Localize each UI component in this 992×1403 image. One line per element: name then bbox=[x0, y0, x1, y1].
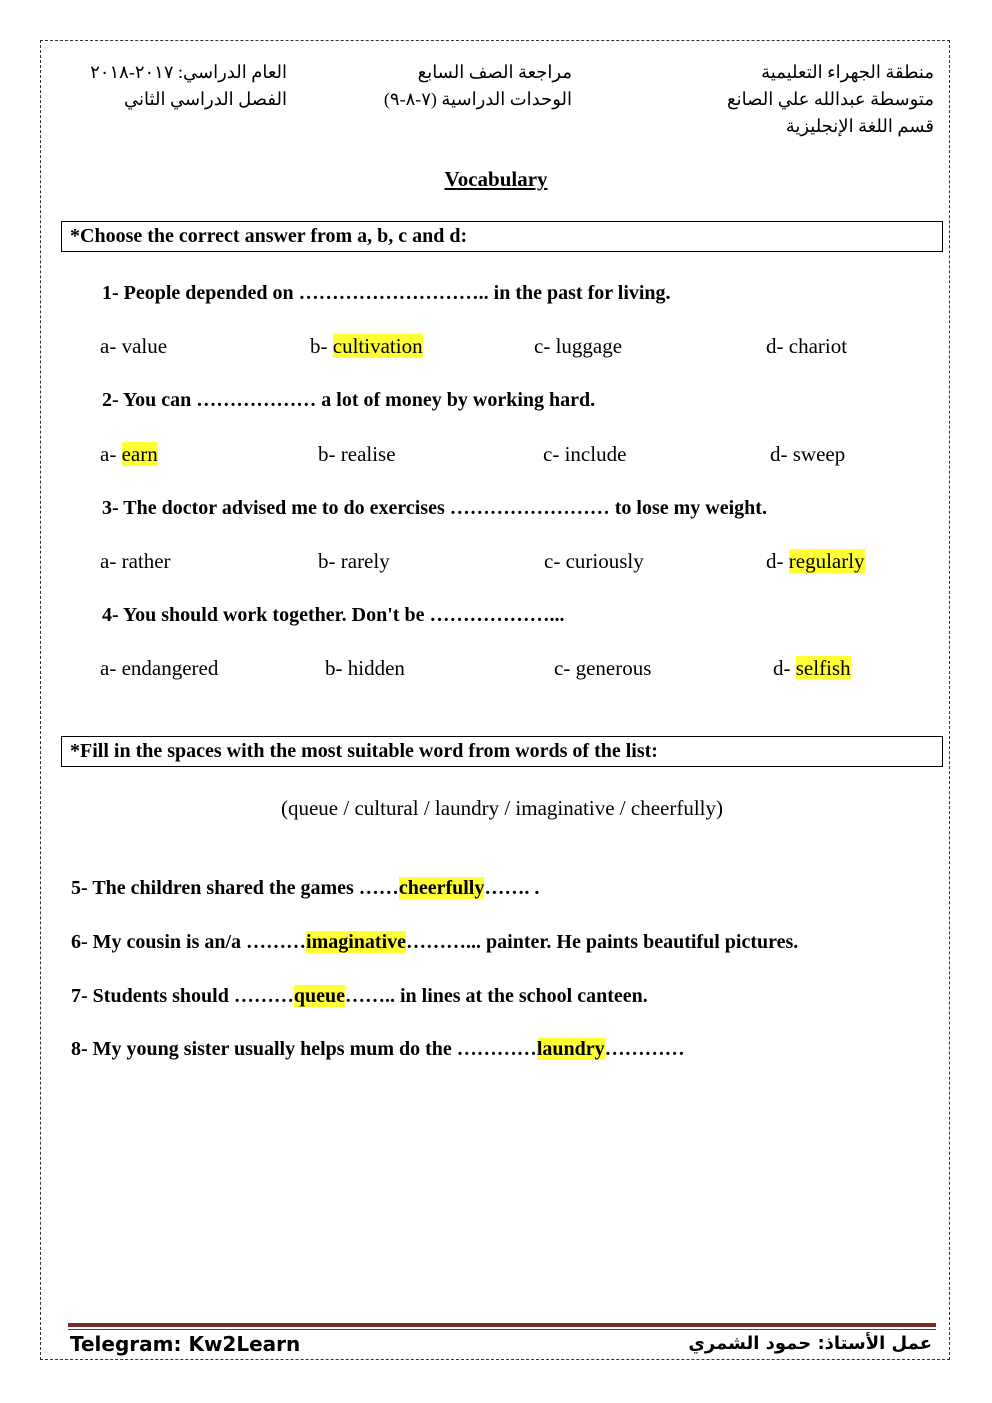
q3-option-c: c- curiously bbox=[544, 549, 644, 573]
question-1: 1- People depended on ……………………….. in the past for living. bbox=[102, 282, 671, 304]
q1-option-d-word: chariot bbox=[788, 334, 848, 358]
q3-option-d-word: regularly bbox=[788, 549, 865, 573]
question-2: 2- You can ……………… a lot of money by working hard. bbox=[102, 389, 596, 411]
section2-instruction: *Fill in the spaces with the most suitable word from words of the list: bbox=[61, 736, 943, 767]
fill-item-8: 8- My young sister usually helps mum do the …………laundry………… bbox=[71, 1038, 685, 1060]
page-title: Vocabulary bbox=[444, 167, 548, 191]
header-units: الوحدات الدراسية (٧-٨-٩) bbox=[383, 89, 572, 109]
q2-option-c-word: include bbox=[564, 442, 627, 466]
q2-option-d-word: sweep bbox=[792, 442, 846, 466]
fill-5-answer: cheerfully bbox=[398, 877, 485, 899]
q2-option-c: c- include bbox=[543, 442, 627, 466]
q3-option-b-word: rarely bbox=[340, 549, 390, 573]
q2-option-b-word: realise bbox=[340, 442, 396, 466]
section1-instruction: *Choose the correct answer from a, b, c and d: bbox=[61, 221, 943, 252]
q4-option-d-word: selfish bbox=[795, 656, 851, 680]
q1-option-c-word: luggage bbox=[555, 334, 623, 358]
q4-option-b: b- hidden bbox=[325, 656, 405, 680]
q3-option-a: a- rather bbox=[100, 549, 171, 573]
q4-option-b-word: hidden bbox=[347, 656, 405, 680]
fill-6-answer: imaginative bbox=[306, 931, 407, 953]
q3-option-a-word: rather bbox=[121, 549, 171, 573]
q4-option-c-word: generous bbox=[575, 656, 652, 680]
footer-telegram: Telegram: Kw2Learn bbox=[70, 1332, 301, 1356]
q4-option-c: c- generous bbox=[554, 656, 652, 680]
header-semester: الفصل الدراسي الثاني bbox=[124, 89, 287, 109]
q3-option-d: d- regularly bbox=[766, 549, 865, 573]
fill-item-7: 7- Students should ………queue…….. in lines at the school canteen. bbox=[71, 985, 648, 1007]
q1-option-a-word: value bbox=[121, 334, 168, 358]
q4-option-a-word: endangered bbox=[121, 656, 219, 680]
question-4: 4- You should work together. Don't be ………………... bbox=[102, 604, 565, 626]
q2-option-a: a- earn bbox=[100, 442, 158, 466]
footer-rule-thin bbox=[68, 1329, 936, 1330]
q3-option-c-word: curiously bbox=[565, 549, 644, 573]
q4-option-d: d- selfish bbox=[773, 656, 851, 680]
header-district: منطقة الجهراء التعليمية bbox=[761, 62, 934, 82]
q4-option-a: a- endangered bbox=[100, 656, 219, 680]
q2-option-a-word: earn bbox=[121, 442, 158, 466]
footer-teacher: عمل الأستاذ: حمود الشمري bbox=[688, 1333, 932, 1354]
footer-rule-thick bbox=[68, 1323, 936, 1327]
q1-option-a: a- value bbox=[100, 334, 168, 358]
header-school: متوسطة عبدالله علي الصانع bbox=[727, 89, 934, 109]
fill-item-5: 5- The children shared the games ……cheerfully……. . bbox=[71, 877, 540, 899]
fill-8-answer: laundry bbox=[536, 1038, 605, 1060]
header-review-title: مراجعة الصف السابع bbox=[417, 62, 572, 82]
word-list: (queue / cultural / laundry / imaginative / cheerfully) bbox=[280, 796, 723, 820]
q1-option-b-word: cultivation bbox=[332, 334, 423, 358]
q1-option-d: d- chariot bbox=[766, 334, 848, 358]
fill-7-answer: queue bbox=[293, 985, 345, 1007]
q2-option-d: d- sweep bbox=[770, 442, 846, 466]
question-3: 3- The doctor advised me to do exercises …………………… to lose my weight. bbox=[102, 497, 767, 519]
q3-option-b: b- rarely bbox=[318, 549, 390, 573]
header-academic-year: العام الدراسي: ٢٠١٧-٢٠١٨ bbox=[90, 62, 287, 82]
fill-item-6: 6- My cousin is an/a ………imaginative………... painter. He paints beautiful pictures. bbox=[71, 931, 799, 953]
q2-option-b: b- realise bbox=[318, 442, 396, 466]
q1-option-c: c- luggage bbox=[534, 334, 623, 358]
q1-option-b: b- cultivation bbox=[310, 334, 423, 358]
header-department: قسم اللغة الإنجليزية bbox=[785, 116, 934, 136]
